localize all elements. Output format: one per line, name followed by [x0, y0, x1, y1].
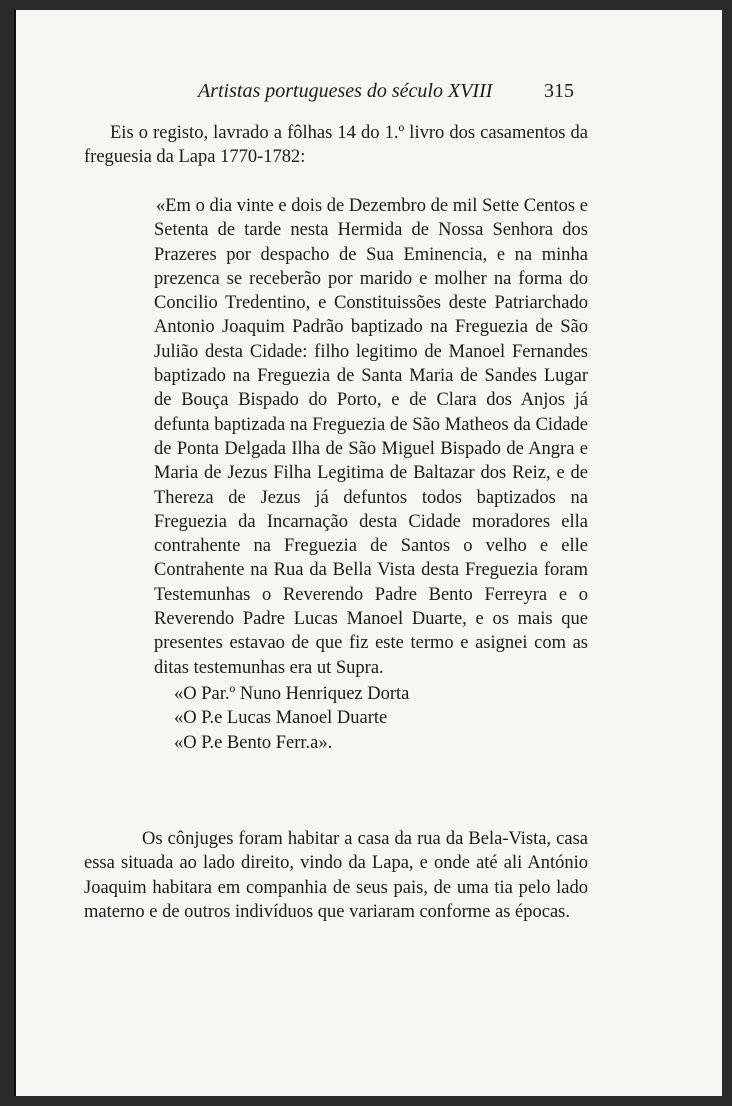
marriage-record-quote [154, 194, 588, 755]
book-page [14, 10, 722, 1096]
signature-list [174, 682, 588, 755]
intro-block [84, 121, 588, 169]
page-number: 315 [544, 80, 574, 102]
signature-line: «O P.e Bento Ferr.a». [174, 732, 333, 753]
running-title: Artistas portugueses do século XVIII [198, 80, 493, 102]
signature-line: «O Par.º Nuno Henriquez Dorta [174, 683, 410, 704]
signature-line: «O P.e Lucas Manoel Duarte [174, 708, 388, 729]
closing-paragraph: Os cônjuges foram habitar a casa da rua da Bela-Vista, casa essa situada ao lado direito, vindo da Lapa, e onde até ali António Joaquim habitara em companhia de seus pais, de uma tia pelo lado materno e de outros indivíduos que variaram conforme as épocas. [84, 829, 588, 922]
page-header [16, 80, 722, 114]
intro-paragraph: Eis o registo, lavrado a fôlhas 14 do 1.º livro dos casamentos da freguesia da Lapa 1770-1782: [84, 123, 588, 167]
quote-body: «Em o dia vinte e dois de Dezembro de mil Sette Centos e Setenta de tarde nesta Hermida de Nossa Senhora dos Prazeres por despacho de Sua Eminencia, e na minha prezenca se receberão por marido e molher na forma do Concilio Tredentino, e Constituissões deste Patriarchado Antonio Joaquim Padrão baptizado na Freguezia de São Julião desta Cidade: filho legitimo de Manoel Fernandes baptizado na Freguezia de Santa Maria de Sandes Lugar de Bouça Bispado do Porto, e de Clara dos Anjos já defunta baptizada na Freguezia de São Matheos da Cidade de Ponta Delgada Ilha de São Miguel Bispado de Angra e Maria de Jezus Filha Legitima de Baltazar dos Reiz, e de Thereza de Jezus já defuntos todos baptizados na Freguezia da Incarnação desta Cidade moradores ella contrahente na Freguezia de Santos o velho e elle Contrahente na Rua da Bella Vista desta Freguezia foram Testemunhas o Reverendo Padre Bento Ferreyra e o Reverendo Padre Lucas Manoel Duarte, e os mais que presentes estavao de que fiz este termo e asignei com as ditas testemunhas era ut Supra. [154, 196, 588, 678]
